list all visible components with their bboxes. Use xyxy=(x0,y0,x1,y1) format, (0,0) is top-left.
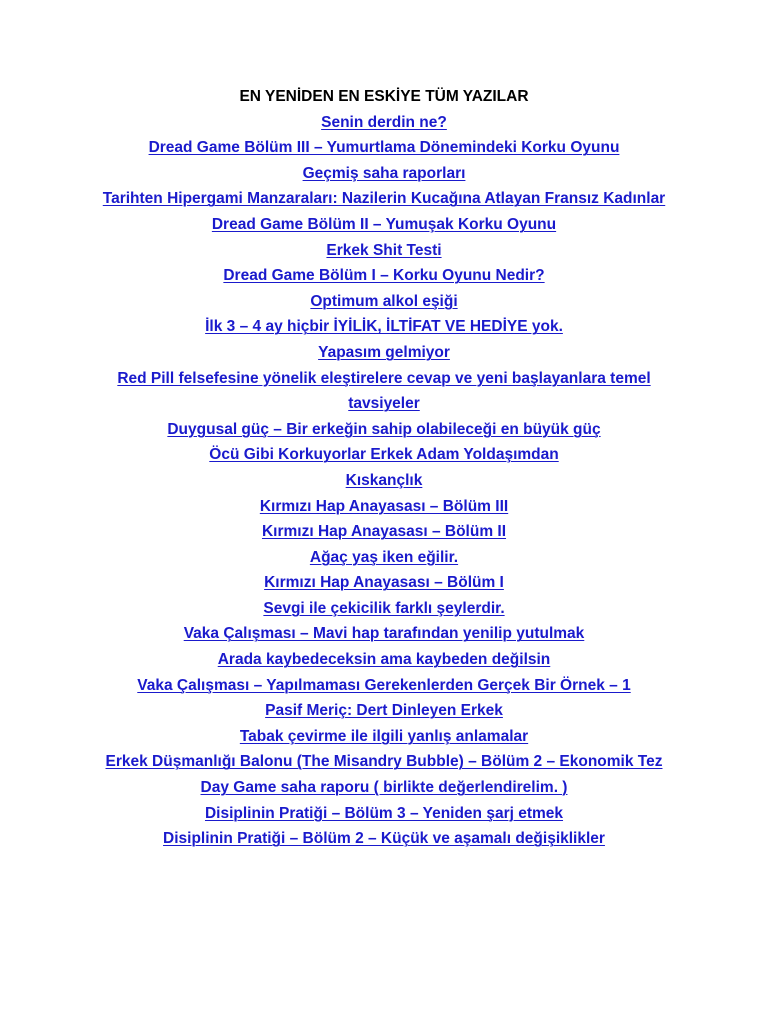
article-link[interactable]: Tabak çevirme ile ilgili yanlış anlamalar xyxy=(239,727,529,745)
list-item xyxy=(88,110,680,136)
list-item xyxy=(88,494,680,520)
article-link[interactable]: Dread Game Bölüm II – Yumuşak Korku Oyunu xyxy=(211,215,557,233)
article-link[interactable]: Kırmızı Hap Anayasası – Bölüm I xyxy=(264,574,504,592)
list-item xyxy=(88,519,680,545)
article-link[interactable]: Optimum alkol eşiği xyxy=(310,292,458,310)
article-link[interactable]: Day Game saha raporu ( birlikte değerlendirelim. ) xyxy=(200,779,568,797)
list-item xyxy=(88,673,680,699)
list-item xyxy=(88,263,680,289)
list-item xyxy=(88,135,680,161)
article-link[interactable]: Disiplinin Pratiği – Bölüm 3 – Yeniden şarj etmek xyxy=(204,804,564,822)
list-item xyxy=(88,442,680,468)
article-link[interactable]: Tarihten Hipergami Manzaraları: Nazilerin Kucağına Atlayan Fransız Kadınlar xyxy=(102,190,666,208)
list-item xyxy=(88,826,680,852)
list-item xyxy=(88,596,680,622)
list-item xyxy=(88,212,680,238)
list-item xyxy=(88,698,680,724)
article-link[interactable]: Erkek Düşmanlığı Balonu (The Misandry Bubble) – Bölüm 2 – Ekonomik Tez xyxy=(105,753,663,771)
list-item xyxy=(88,570,680,596)
article-link[interactable]: Senin derdin ne? xyxy=(321,113,447,131)
list-item xyxy=(88,366,680,417)
article-link[interactable]: Duygusal güç – Bir erkeğin sahip olabileceği en büyük güç xyxy=(167,420,601,438)
list-item xyxy=(88,161,680,187)
article-link[interactable]: Kırmızı Hap Anayasası – Bölüm II xyxy=(261,523,507,541)
article-link[interactable]: Disiplinin Pratiği – Bölüm 2 – Küçük ve aşamalı değişiklikler xyxy=(163,830,605,848)
article-link[interactable]: Dread Game Bölüm III – Yumurtlama Dönemindeki Korku Oyunu xyxy=(148,139,620,157)
list-item xyxy=(88,417,680,443)
list-item xyxy=(88,724,680,750)
list-item xyxy=(88,468,680,494)
page-title: EN YENİDEN EN ESKİYE TÜM YAZILAR xyxy=(239,88,529,105)
article-list xyxy=(88,110,680,852)
list-item xyxy=(88,647,680,673)
list-item xyxy=(88,621,680,647)
article-link[interactable]: Red Pill felsefesine yönelik eleştirelere cevap ve yeni başlayanlara temel tavsiyeler xyxy=(117,369,651,413)
list-item xyxy=(88,775,680,801)
list-item xyxy=(88,340,680,366)
article-link[interactable]: Pasif Meriç: Dert Dinleyen Erkek xyxy=(265,702,503,720)
article-link[interactable]: Vaka Çalışması – Yapılmaması Gerekenlerden Gerçek Bir Örnek – 1 xyxy=(137,676,631,694)
list-item xyxy=(88,801,680,827)
article-link[interactable]: Arada kaybedeceksin ama kaybeden değilsin xyxy=(217,651,551,669)
list-item xyxy=(88,314,680,340)
list-item xyxy=(88,749,680,775)
article-link[interactable]: Ağaç yaş iken eğilir. xyxy=(309,548,459,566)
article-link[interactable]: İlk 3 – 4 ay hiçbir İYİLİK, İLTİFAT VE HEDİYE yok. xyxy=(205,318,563,336)
article-link[interactable]: Vaka Çalışması – Mavi hap tarafından yenilip yutulmak xyxy=(183,625,585,643)
article-link[interactable]: Dread Game Bölüm I – Korku Oyunu Nedir? xyxy=(223,267,545,285)
list-item xyxy=(88,238,680,264)
article-link[interactable]: Erkek Shit Testi xyxy=(326,241,442,259)
article-link[interactable]: Geçmiş saha raporları xyxy=(302,164,466,182)
document-page xyxy=(88,84,680,852)
list-item xyxy=(88,289,680,315)
article-link[interactable]: Kıskançlık xyxy=(345,471,423,489)
article-link[interactable]: Kırmızı Hap Anayasası – Bölüm III xyxy=(259,497,509,515)
article-link[interactable]: Yapasım gelmiyor xyxy=(318,343,450,361)
article-link[interactable]: Sevgi ile çekicilik farklı şeylerdir. xyxy=(263,599,505,617)
article-link[interactable]: Öcü Gibi Korkuyorlar Erkek Adam Yoldaşımdan xyxy=(209,446,559,464)
list-item xyxy=(88,186,680,212)
list-item xyxy=(88,545,680,571)
